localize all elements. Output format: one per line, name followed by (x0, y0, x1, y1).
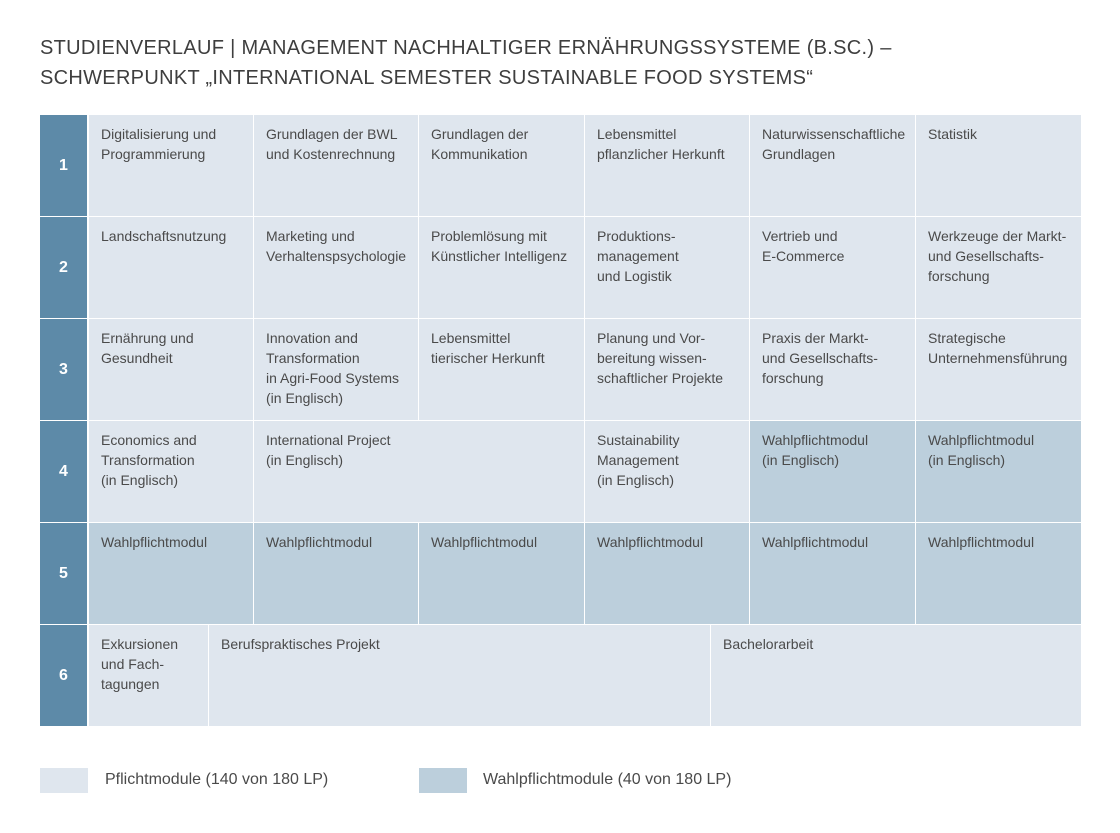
module-cell: Wahlpflichtmodul (253, 523, 418, 625)
module-cell: Wahlpflichtmodul (88, 523, 253, 625)
semester-number: 3 (40, 319, 87, 421)
legend-label-wahlpflicht: Wahlpflichtmodule (40 von 180 LP) (483, 771, 732, 788)
module-cell: Exkursionen und Fach- tagungen (88, 625, 208, 727)
page-title (40, 33, 1100, 93)
semester-row-3 (40, 319, 1081, 421)
module-cell: Bachelorarbeit (710, 625, 1081, 727)
module-cell: Problemlösung mit Künstlicher Intelligenz (418, 217, 584, 319)
module-cell: Produktions- management und Logistik (584, 217, 749, 319)
module-cell: Lebensmittel tierischer Herkunft (418, 319, 584, 421)
module-cell: Vertrieb und E-Commerce (749, 217, 915, 319)
module-cell: Wahlpflichtmodul (418, 523, 584, 625)
module-cell: Strategische Unternehmensführung (915, 319, 1081, 421)
study-plan-grid (40, 115, 1081, 727)
title-line-1: STUDIENVERLAUF | MANAGEMENT NACHHALTIGER ERNÄHRUNGSSYSTEME (B.SC.) – (40, 37, 892, 59)
legend-label-pflicht: Pflichtmodule (140 von 180 LP) (105, 771, 329, 788)
semester-number: 4 (40, 421, 87, 523)
module-cell: Grundlagen der BWL und Kostenrechnung (253, 115, 418, 217)
semester-number: 2 (40, 217, 87, 319)
legend-swatch-wahlpflicht (419, 768, 467, 793)
semester-number: 1 (40, 115, 87, 217)
semester-row-1 (40, 115, 1081, 217)
module-cell: Innovation and Transformation in Agri-Food Systems (in Englisch) (253, 319, 418, 421)
module-cell: Statistik (915, 115, 1081, 217)
semester-row-6 (40, 625, 1081, 727)
module-cell: Economics and Transformation (in Englisch) (88, 421, 253, 523)
module-cell: Praxis der Markt- und Gesellschafts- forschung (749, 319, 915, 421)
module-cell: Wahlpflichtmodul (915, 523, 1081, 625)
semester-number: 6 (40, 625, 87, 727)
module-cell: International Project (in Englisch) (253, 421, 584, 523)
semester-row-2 (40, 217, 1081, 319)
legend-swatch-pflicht (40, 768, 88, 793)
legend (40, 768, 940, 794)
module-cell: Werkzeuge der Markt- und Gesellschafts- forschung (915, 217, 1081, 319)
module-cell: Planung und Vor- bereitung wissen- schaftlicher Projekte (584, 319, 749, 421)
module-cell: Lebensmittel pflanzlicher Herkunft (584, 115, 749, 217)
module-cell: Digitalisierung und Programmierung (88, 115, 253, 217)
semester-number: 5 (40, 523, 87, 625)
module-cell: Ernährung und Gesundheit (88, 319, 253, 421)
module-cell: Wahlpflichtmodul (in Englisch) (749, 421, 915, 523)
module-cell: Grundlagen der Kommunikation (418, 115, 584, 217)
module-cell: Marketing und Verhaltenspsychologie (253, 217, 418, 319)
module-cell: Naturwissenschaftliche Grundlagen (749, 115, 915, 217)
title-line-2: SCHWERPUNKT „INTERNATIONAL SEMESTER SUSTAINABLE FOOD SYSTEMS“ (40, 67, 814, 89)
module-cell: Berufspraktisches Projekt (208, 625, 710, 727)
module-cell: Landschaftsnutzung (88, 217, 253, 319)
module-cell: Wahlpflichtmodul (584, 523, 749, 625)
semester-row-4 (40, 421, 1081, 523)
module-cell: Wahlpflichtmodul (749, 523, 915, 625)
module-cell: Sustainability Management (in Englisch) (584, 421, 749, 523)
module-cell: Wahlpflichtmodul (in Englisch) (915, 421, 1081, 523)
semester-row-5 (40, 523, 1081, 625)
